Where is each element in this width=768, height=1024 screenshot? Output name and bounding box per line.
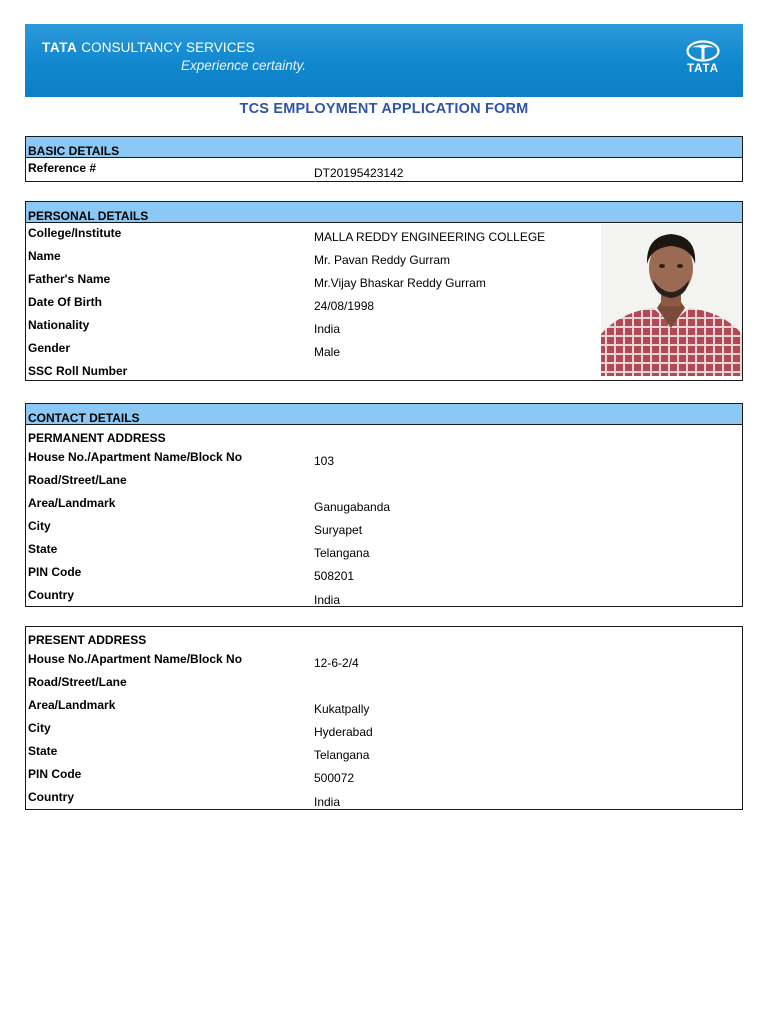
field-value: 103 [314, 454, 335, 468]
section-heading: CONTACT DETAILS [26, 404, 742, 425]
field-value: 24/08/1998 [314, 299, 375, 313]
detail-row [26, 672, 742, 695]
detail-row [26, 718, 742, 741]
field-label: Name [28, 249, 61, 263]
detail-row [26, 649, 742, 672]
present-address-heading: PRESENT ADDRESS [28, 633, 147, 647]
detail-row [26, 447, 742, 470]
field-value: 12-6-2/4 [314, 656, 359, 670]
present-address-section [25, 626, 743, 810]
brand-tagline: Experience certainty. [181, 58, 307, 73]
field-label: City [28, 721, 51, 735]
detail-row [26, 585, 742, 606]
field-value: Mr.Vijay Bhaskar Reddy Gurram [314, 276, 486, 290]
field-label: State [28, 542, 58, 556]
field-label: Country [28, 790, 74, 804]
field-label: Road/Street/Lane [28, 675, 127, 689]
detail-row [26, 562, 742, 585]
field-value: Mr. Pavan Reddy Gurram [314, 253, 451, 267]
field-label: House No./Apartment Name/Block No [28, 450, 243, 464]
field-value: Hyderabad [314, 725, 373, 739]
detail-row [26, 695, 742, 718]
field-value: Kukatpally [314, 702, 370, 716]
field-label: City [28, 519, 51, 533]
field-value: India [314, 322, 341, 336]
section-heading: BASIC DETAILS [26, 137, 742, 158]
contact-details-section [25, 403, 743, 607]
field-value: DT20195423142 [314, 166, 404, 180]
field-value: MALLA REDDY ENGINEERING COLLEGE [314, 230, 546, 244]
field-label: Father's Name [28, 272, 111, 286]
brand-name: TATA CONSULTANCY SERVICES [42, 40, 255, 55]
detail-row [26, 787, 742, 809]
field-value: India [314, 593, 341, 607]
field-value: Male [314, 345, 341, 359]
basic-details-section [25, 136, 743, 182]
page-title: TCS EMPLOYMENT APPLICATION FORM [239, 101, 529, 117]
field-value: 508201 [314, 569, 355, 583]
field-label: Date Of Birth [28, 295, 103, 309]
detail-row [26, 741, 742, 764]
field-label: College/Institute [28, 226, 122, 240]
section-heading: PERSONAL DETAILS [26, 202, 742, 223]
field-value: India [314, 795, 341, 809]
field-label: Reference # [28, 161, 97, 175]
detail-row [26, 539, 742, 562]
tata-emblem-icon [686, 40, 720, 62]
field-label: House No./Apartment Name/Block No [28, 652, 243, 666]
detail-row [26, 470, 742, 493]
field-label: Road/Street/Lane [28, 473, 127, 487]
field-label: Nationality [28, 318, 90, 332]
field-value: Ganugabanda [314, 500, 391, 514]
field-label: PIN Code [28, 565, 82, 579]
field-value: Suryapet [314, 523, 363, 537]
detail-row [26, 764, 742, 787]
field-label: SSC Roll Number [28, 364, 128, 378]
field-label: Area/Landmark [28, 496, 116, 510]
applicant-photo [601, 224, 742, 376]
field-value: Telangana [314, 748, 370, 762]
person-portrait-icon [601, 224, 742, 376]
tata-logo-text: TATA [686, 63, 720, 75]
field-label: State [28, 744, 58, 758]
detail-row [26, 516, 742, 539]
field-label: Gender [28, 341, 71, 355]
permanent-address-heading: PERMANENT ADDRESS [28, 431, 166, 445]
detail-row [26, 158, 742, 181]
field-value: Telangana [314, 546, 370, 560]
tata-logo [681, 40, 725, 75]
field-label: Area/Landmark [28, 698, 116, 712]
field-label: Country [28, 588, 74, 602]
field-label: PIN Code [28, 767, 82, 781]
personal-details-section [25, 201, 743, 381]
field-value: 500072 [314, 771, 355, 785]
detail-row [26, 493, 742, 516]
header-banner [25, 24, 743, 97]
